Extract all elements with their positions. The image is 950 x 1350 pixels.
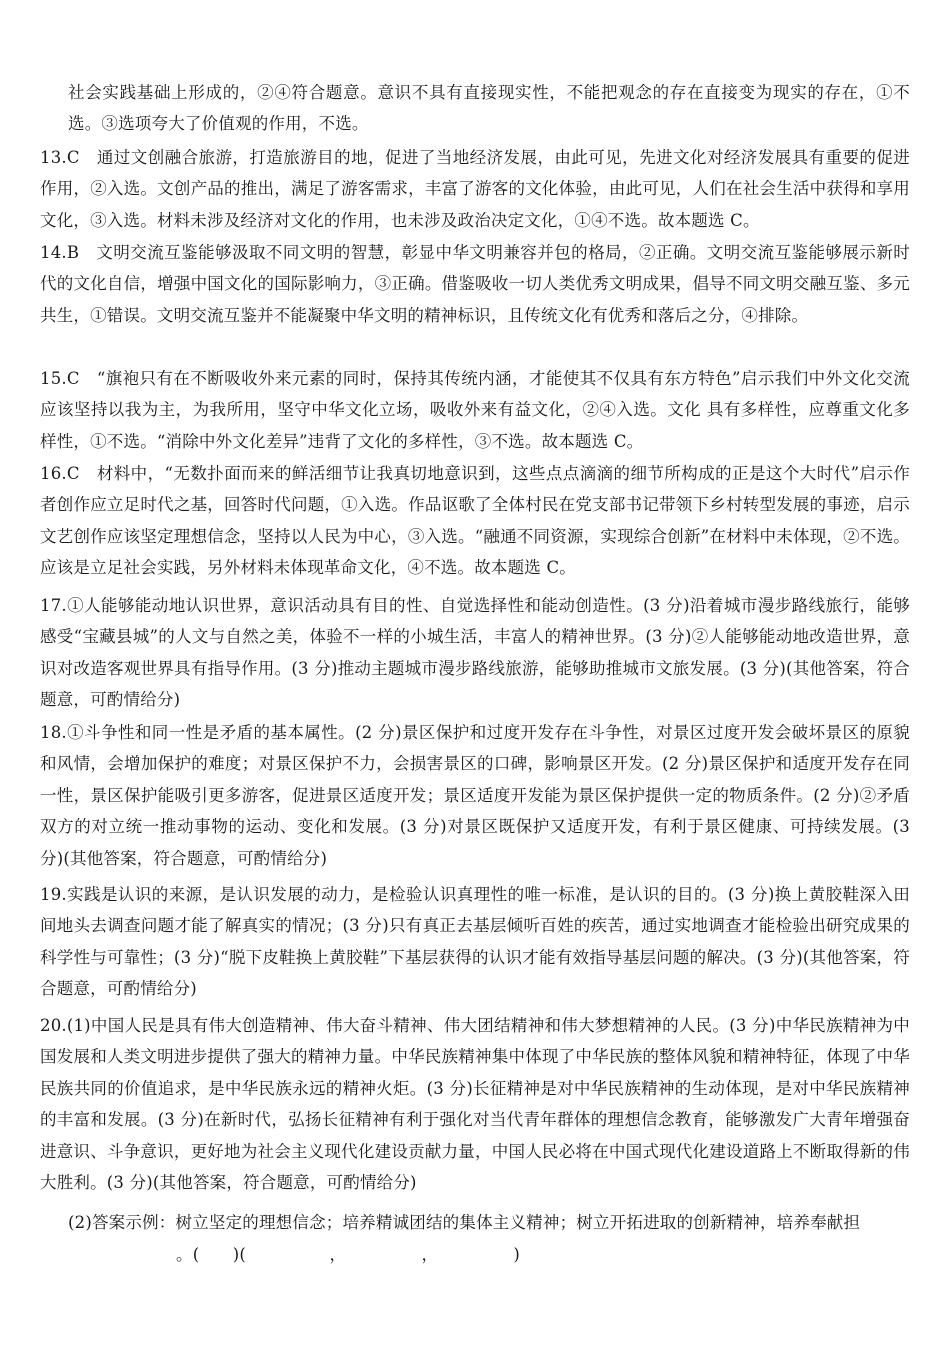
answer-20-part-2: (2)答案示例：树立坚定的理想信念；培养精诚团结的集体主义精神；树立开拓进取的创新精神，培养奉献担 xyxy=(68,1213,861,1232)
answer-15: 15.C “旗袍只有在不断吸收外来元素的同时，保持其传统内涵，才能使其不仅具有东方特色”启示我们中外文化交流应该坚持以我为主，为我所用，坚守中华文化立场，吸收外来有益文化，②④入选。文化 具有多样性，应尊重文化多样性，①不选。“消除中外文化差异”违背了文化的多样性，③不选。故本题选 C。 xyxy=(40,369,910,451)
answer-17: 17.①人能够能动地认识世界，意识活动具有目的性、自觉选择性和能动创造性。(3 分)沿着城市漫步路线旅行，能够感受“宝藏县城”的人文与自然之美，体验不一样的小城生活，丰富人的精神世界。(3 分)②人能够能动地改造世界，意识对改造客观世界具有指导作用。(3 分)推动主题城市漫步路线旅游，能够助推城市文旅发展。(3 分)(其他答案，符合题意，可酌情给分) xyxy=(40,596,910,710)
truncated-tail-line: 。( )( ， ， ) xyxy=(176,1245,521,1264)
answer-20-part-1: 20.(1)中国人民是具有伟大创造精神、伟大奋斗精神、伟大团结精神和伟大梦想精神的人民。(3 分)中华民族精神为中国发展和人类文明进步提供了强大的精神力量。中华民族精神集中体现了中华民族的整体风貌和精神特征，体现了中华民族共同的价值追求，是中华民族永远的精神火炬。(3 分)长征精神是对中华民族精神的生动体现，是对中华民族精神的丰富和发展。(3 分)在新时代，弘扬长征精神有利于强化对当代青年群体的理想信念教育，能够激发广大青年增强奋进意识、斗争意识，更好地为社会主义现代化建设贡献力量，中国人民必将在中国式现代化建设道路上不断取得新的伟大胜利。(3 分)(其他答案，符合题意，可酌情给分) xyxy=(40,1016,910,1193)
answer-16: 16.C 材料中，“无数扑面而来的鲜活细节让我真切地意识到，这些点点滴滴的细节所构成的正是这个大时代”启示作者创作应立足时代之基，回答时代问题，①入选。作品讴歌了全体村民在党支部书记带领下乡村转型发展的事迹，启示文艺创作应该坚定理想信念，坚持以人民为中心，③入选。“融通不同资源，实现综合创新”在材料中未体现，②不选。应该是立足社会实践，另外材料未体现革命文化，④不选。故本题选 C。 xyxy=(40,464,910,578)
answer-13: 13.C 通过文创融合旅游，打造旅游目的地，促进了当地经济发展，由此可见，先进文化对经济发展具有重要的促进作用，②入选。文创产品的推出，满足了游客需求，丰富了游客的文化体验，由此可见，人们在社会生活中获得和享用文化，③入选。材料未涉及经济对文化的作用，也未涉及政治决定文化，①④不选。故本题选 C。 xyxy=(40,148,910,230)
answer-18: 18.①斗争性和同一性是矛盾的基本属性。(2 分)景区保护和过度开发存在斗争性，对景区过度开发会破坏景区的原貌和风情，会增加保护的难度；对景区保护不力，会损害景区的口碑，影响景区开发。(2 分)景区保护和适度开发存在同一性，景区保护能吸引更多游客，促进景区适度开发；景区适度开发能为景区保护提供一定的物质条件。(2 分)②矛盾双方的对立统一推动事物的运动、变化和发展。(3 分)对景区既保护又适度开发，有利于景区健康、可持续发展。(3 分)(其他答案，符合题意，可酌情给分) xyxy=(40,723,910,868)
answer-19: 19.实践是认识的来源，是认识发展的动力，是检验认识真理性的唯一标准，是认识的目的。(3 分)换上黄胶鞋深入田间地头去调查问题才能了解真实的情况；(3 分)只有真正去基层倾听百姓的疾苦，通过实地调查才能检验出研究成果的科学性与可靠性；(3 分)“脱下皮鞋换上黄胶鞋”下基层获得的认识才能有效指导基层问题的解决。(3 分)(其他答案，符合题意，可酌情给分) xyxy=(40,885,910,999)
answer-14: 14.B 文明交流互鉴能够汲取不同文明的智慧，彰显中华文明兼容并包的格局，②正确。文明交流互鉴能够展示新时代的文化自信，增强中国文化的国际影响力，③正确。借鉴吸收一切人类优秀文明成果，倡导不同文明交融互鉴、多元共生，①错误。文明交流互鉴并不能凝聚中华文明的精神标识，且传统文化有优秀和落后之分，④排除。 xyxy=(40,243,910,325)
paragraph-continuation: 社会实践基础上形成的，②④符合题意。意识不具有直接现实性，不能把观念的存在直接变为现实的存在，①不选。③选项夸大了价值观的作用，不选。 xyxy=(68,83,910,134)
